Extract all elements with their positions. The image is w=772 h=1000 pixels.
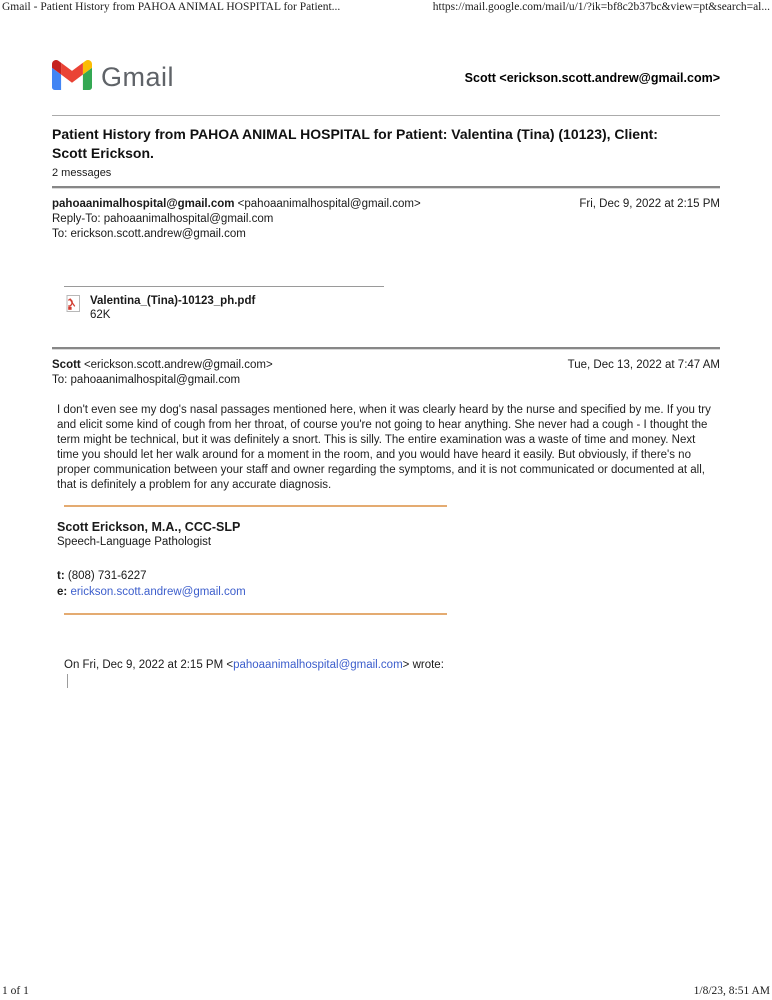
attachment-section — [52, 286, 720, 323]
signature-name: Scott Erickson, M.A., CCC-SLP — [57, 520, 241, 535]
gmail-brand-row — [52, 60, 720, 95]
print-footer-timestamp: 1/8/23, 8:51 AM — [693, 985, 770, 997]
message-2-from-name: Scott — [52, 359, 81, 371]
print-header-title: Gmail - Patient History from PAHOA ANIMAL HOSPITAL for Patient... — [2, 1, 341, 13]
message-2 — [52, 350, 720, 688]
message-2-from — [52, 358, 273, 373]
message-1-from-name: pahoaanimalhospital@gmail.com — [52, 198, 235, 210]
message-2-date: Tue, Dec 13, 2022 at 7:47 AM — [567, 359, 720, 371]
message-2-to: To: pahoaanimalhospital@gmail.com — [52, 374, 241, 386]
signature-phone-line — [57, 568, 720, 584]
attachment-size: 62K — [90, 309, 111, 321]
message-1-to: To: erickson.scott.andrew@gmail.com — [52, 228, 246, 240]
signature-email-label: e: — [57, 586, 68, 599]
message-1 — [52, 189, 720, 323]
quoted-message-header — [64, 659, 720, 671]
gmail-wordmark: Gmail — [101, 62, 175, 92]
quote-prefix: On Fri, Dec 9, 2022 at 2:15 PM < — [64, 659, 234, 672]
email-signature — [57, 520, 720, 600]
print-header — [2, 1, 770, 13]
attachment-item[interactable] — [66, 294, 720, 323]
signature-divider-bottom — [64, 613, 447, 615]
message-1-from-email: <pahoaanimalhospital@gmail.com> — [234, 198, 421, 210]
signature-phone: (808) 731-6227 — [64, 570, 147, 583]
print-header-url: https://mail.google.com/mail/u/1/?ik=bf8c2b37bc&view=pt&search=al... — [432, 1, 770, 13]
message-2-header — [52, 358, 720, 373]
signature-phone-label: t: — [57, 570, 65, 583]
attachment-text — [90, 294, 255, 323]
signature-email-link[interactable]: erickson.scott.andrew@gmail.com — [70, 586, 246, 599]
message-1-reply-to: Reply-To: pahoaanimalhospital@gmail.com — [52, 213, 274, 225]
message-2-from-email: <erickson.scott.andrew@gmail.com> — [80, 359, 273, 371]
pdf-file-icon — [66, 295, 81, 312]
attachment-divider — [64, 286, 384, 287]
message-2-body: I don't even see my dog's nasal passages mentioned here, when it was clearly heard by the nurse and specified by me. If you try and elicit some kind of cough from her throat, of course you're not going to hear anything. She never had a cough - I thought the term might be technical, but it was definitely a snort. This is silly. The entire examination was a waste of time and money. Next time you should let her walk around for a moment in the room, and you would have heard it easily. But obviously, if there's no proper communication between your staff and owner regarding the symptoms, and it is not communicated or documented at all, that is definitely a problem for any accurate diagnosis. — [57, 404, 711, 491]
message-1-from — [52, 197, 421, 212]
email-print-page — [52, 60, 720, 688]
signature-email-line — [57, 584, 720, 600]
print-footer — [2, 985, 770, 997]
message-1-date: Fri, Dec 9, 2022 at 2:15 PM — [579, 198, 720, 210]
message-1-header — [52, 197, 720, 212]
quote-indent-bar — [67, 674, 68, 688]
message-count: 2 messages — [52, 167, 112, 179]
thread-title: Patient History from PAHOA ANIMAL HOSPITAL for Patient: Valentina (Tina) (10123), Client: Scott Erickson. — [52, 126, 658, 161]
print-footer-page-number: 1 of 1 — [2, 985, 29, 997]
account-identity: Scott <erickson.scott.andrew@gmail.com> — [464, 70, 720, 85]
signature-divider-top — [64, 505, 447, 507]
signature-job-title: Speech-Language Pathologist — [57, 536, 212, 549]
quote-email-link[interactable]: pahoaanimalhospital@gmail.com — [233, 659, 403, 672]
header-divider — [52, 115, 720, 116]
gmail-brand — [52, 60, 174, 95]
quote-suffix: > wrote: — [402, 659, 444, 672]
gmail-logo-icon — [52, 60, 92, 95]
signature-contact — [57, 568, 720, 600]
attachment-filename[interactable]: Valentina_(Tina)-10123_ph.pdf — [90, 295, 256, 307]
